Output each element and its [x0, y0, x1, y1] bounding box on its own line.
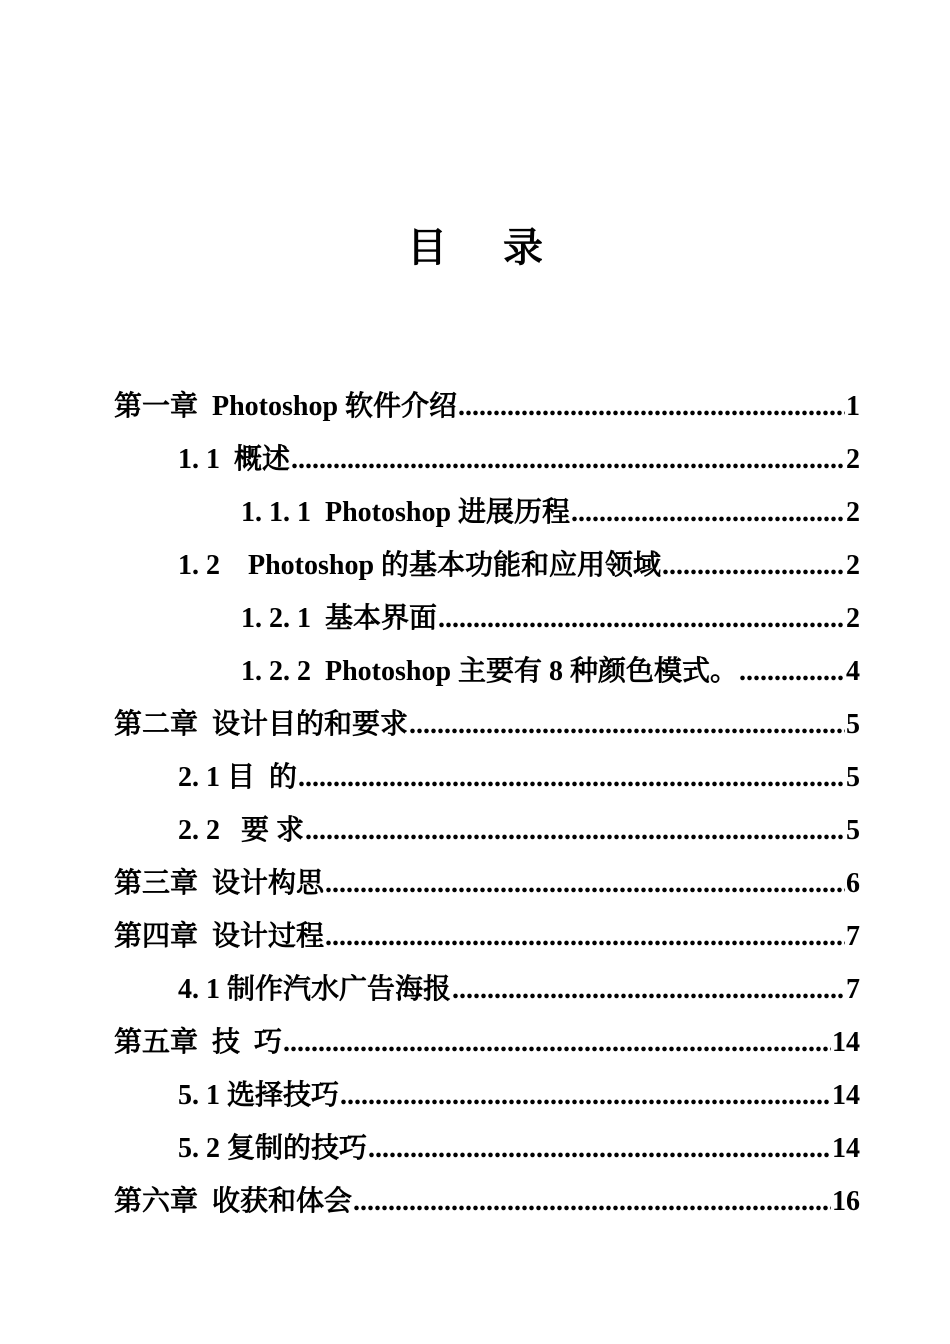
toc-entry-page-number: 7 — [846, 974, 860, 1005]
toc-entry[interactable] — [0, 698, 950, 751]
toc-entry-page-number: 5 — [846, 709, 860, 740]
toc-entry[interactable] — [0, 486, 950, 539]
toc-dot-leader — [452, 963, 845, 1016]
toc-entry-label: 第二章 设计目的和要求 — [114, 709, 409, 740]
toc-entry-page-number: 5 — [846, 762, 860, 793]
toc-dot-leader — [438, 592, 845, 645]
toc-entry-label: 第三章 设计构思 — [114, 868, 325, 899]
toc-entry[interactable] — [0, 645, 950, 698]
toc-entry-label: 1. 1. 1 Photoshop 进展历程 — [241, 497, 571, 528]
toc-title-char-1: 目 — [407, 225, 447, 270]
toc-entry[interactable] — [0, 1122, 950, 1175]
toc-entry-page-number: 6 — [846, 868, 860, 899]
toc-entry-label: 1. 2 Photoshop 的基本功能和应用领域 — [178, 550, 662, 581]
toc-entry-page-number: 14 — [832, 1080, 860, 1111]
toc-dot-leader — [739, 645, 845, 698]
toc-dot-leader — [458, 380, 845, 433]
toc-title-char-2: 录 — [503, 225, 543, 270]
toc-dot-leader — [325, 910, 845, 963]
toc-entry[interactable] — [0, 1175, 950, 1228]
toc-entry[interactable] — [0, 1069, 950, 1122]
toc-entry[interactable] — [0, 804, 950, 857]
toc-entry[interactable] — [0, 857, 950, 910]
toc-entry-label: 1. 2. 1 基本界面 — [241, 603, 438, 634]
toc-entry-label: 2. 1 目 的 — [178, 762, 298, 793]
toc-entry-page-number: 2 — [846, 497, 860, 528]
toc-entry[interactable] — [0, 539, 950, 592]
toc-entry-label: 第一章 Photoshop 软件介绍 — [114, 391, 458, 422]
toc-entry[interactable] — [0, 1016, 950, 1069]
toc-dot-leader — [662, 539, 845, 592]
toc-entry-page-number: 2 — [846, 550, 860, 581]
toc-entry-label: 4. 1 制作汽水广告海报 — [178, 974, 452, 1005]
toc-entry-page-number: 4 — [846, 656, 860, 687]
toc-dot-leader — [340, 1069, 831, 1122]
toc-entry-label: 第四章 设计过程 — [114, 921, 325, 952]
toc-dot-leader — [409, 698, 845, 751]
toc-entry-label: 5. 1 选择技巧 — [178, 1080, 340, 1111]
toc-entry-label: 第六章 收获和体会 — [114, 1186, 353, 1217]
toc-dot-leader — [305, 804, 845, 857]
toc-dot-leader — [291, 433, 845, 486]
toc-entry-page-number: 7 — [846, 921, 860, 952]
toc-entry-page-number: 2 — [846, 603, 860, 634]
toc-entry[interactable] — [0, 963, 950, 1016]
toc-entry[interactable] — [0, 380, 950, 433]
toc-entry[interactable] — [0, 910, 950, 963]
toc-entry-label: 5. 2 复制的技巧 — [178, 1133, 368, 1164]
toc-entry-page-number: 14 — [832, 1027, 860, 1058]
toc-entry-page-number: 14 — [832, 1133, 860, 1164]
toc-entry[interactable] — [0, 433, 950, 486]
toc-entry-page-number: 5 — [846, 815, 860, 846]
toc-dot-leader — [571, 486, 845, 539]
toc-dot-leader — [353, 1175, 831, 1228]
toc-entry-page-number: 1 — [846, 391, 860, 422]
toc-dot-leader — [283, 1016, 831, 1069]
toc-entry-page-number: 16 — [832, 1186, 860, 1217]
toc-entry[interactable] — [0, 592, 950, 645]
toc-entry-label: 第五章 技 巧 — [114, 1027, 283, 1058]
toc-entry-label: 2. 2 要 求 — [178, 815, 305, 846]
toc-title — [0, 222, 950, 274]
toc-entry-page-number: 2 — [846, 444, 860, 475]
toc-entry[interactable] — [0, 751, 950, 804]
toc-entry-label: 1. 2. 2 Photoshop 主要有 8 种颜色模式。 — [241, 656, 739, 687]
toc-entry-label: 1. 1 概述 — [178, 444, 291, 475]
toc-dot-leader — [368, 1122, 831, 1175]
toc-dot-leader — [325, 857, 845, 910]
toc-list — [0, 380, 950, 1228]
toc-dot-leader — [298, 751, 845, 804]
